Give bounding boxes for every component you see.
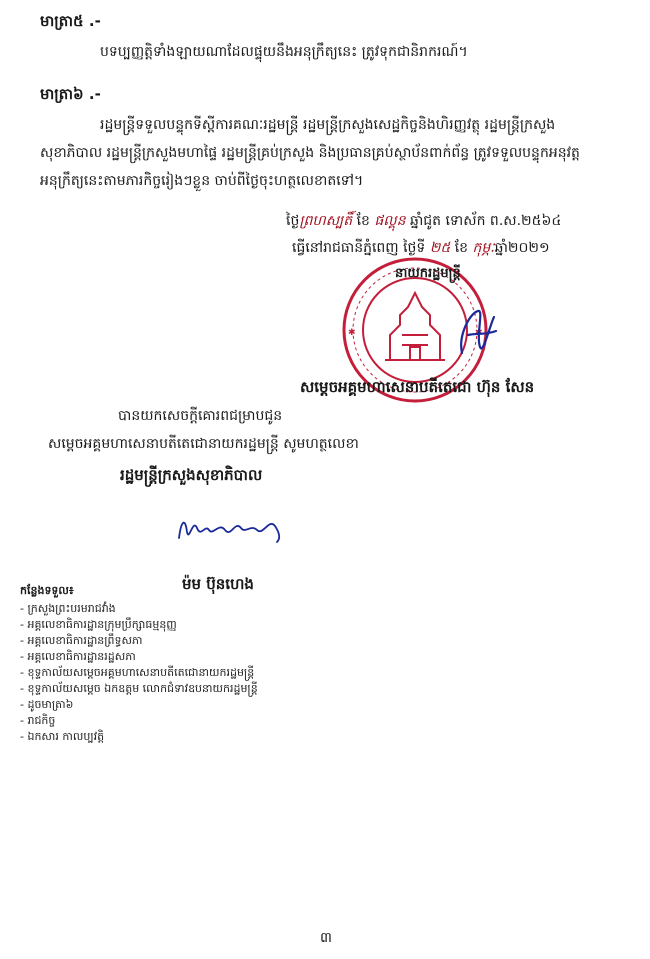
lunar-date-line [286,211,561,232]
lunar-mid: ខែ [356,213,370,229]
article-6-title: មាត្រា៦ .- [40,85,101,103]
day-handwritten: ២៥ [429,240,451,256]
lunar-year: ឆ្នាំជូត ទោស័ក ព.ស.២៥៦៤ [409,213,562,229]
recipient-item: - ខុទ្ទកាល័យសម្តេច ឯកឧត្តម លោកជំទាវឧបនាយករដ្ឋមន្ត្រី [20,682,258,695]
month-handwritten: កុម្ភៈ [472,240,495,256]
angkor-temple-icon [385,293,445,360]
signatory-title: នាយករដ្ឋមន្ត្រី [395,266,461,281]
article-6-line-2: សុខាភិបាល រដ្ឋមន្ត្រីក្រសួងមហាផ្ទៃ រដ្ឋមន្ត្រីគ្រប់ក្រសួង និងប្រធានគ្រប់ស្ថាប័នពាក់ព័ន្ធ ត្រូវទទួលបន្ទុកអនុវត្ត [40,145,580,161]
year: ឆ្នាំ២០២១ [494,240,550,256]
presented-line-2: សម្តេចអគ្គមហាសេនាបតីតេជោនាយករដ្ឋមន្ត្រី សូមហត្ថលេខា [48,436,359,452]
recipients-list [20,601,258,745]
health-minister-signature [175,508,285,546]
article-5-title: មាត្រា៥ .- [40,12,101,30]
article-5-body: បទប្បញ្ញត្តិទាំងឡាយណាដែលផ្ទុយនឹងអនុក្រឹត្យនេះ ត្រូវទុកជានិរាករណ៍។ [100,44,468,60]
presented-line-1: បានយកសេចក្តីគោរពជម្រាបជូន [118,408,283,424]
recipient-item: - ដូចមាត្រា៦ [20,698,74,711]
lunar-month-handwritten: ផល្គុន [374,213,406,229]
month-prefix: ខែ [454,240,469,256]
lunar-prefix: ថ្ងៃ [286,213,300,229]
recipient-item: - ឯកសារ កាលប្បវត្តិ [20,730,105,743]
recipient-item: - ក្រសួងព្រះបរមរាជវាំង [20,602,116,615]
recipient-item: - អគ្គលេខាធិការដ្ឋានរដ្ឋសភា [20,650,136,663]
recipient-item: - អគ្គលេខាធិការដ្ឋានព្រឹទ្ធសភា [20,634,143,647]
recipient-item: - ខុទ្ទកាល័យសម្តេចអគ្គមហាសេនាបតីតេជោនាយករដ្ឋមន្ត្រី [20,666,255,679]
recipient-item: - អគ្គលេខាធិការដ្ឋានក្រុមប្រឹក្សាធម្មនុញ្ញ [20,618,177,631]
lunar-day-handwritten: ព្រហស្បតិ៍ [299,213,353,229]
seal-star-left: ✱ [348,328,356,338]
minister-name: ម៉ម ប៊ុនហេង [182,575,254,593]
prime-minister-signature [450,305,500,360]
recipient-item: - រាជកិច្ច [20,714,56,727]
signatory-name: សម្តេចអគ្គមហាសេនាបតីតេជោ ហ៊ុន សែន [300,378,535,396]
place-prefix: ធ្វើនៅរាជធានីភ្នំពេញ ថ្ងៃទី [292,240,426,256]
page-number: ៣ [320,930,332,946]
seal-star-right: ✱ [475,328,483,338]
article-6-line-1: រដ្ឋមន្ត្រីទទួលបន្ទុកទីស្តីការគណៈរដ្ឋមន្ត្រី រដ្ឋមន្ត្រីក្រសួងសេដ្ឋកិច្ចនិងហិរញ្ញវត្ថុ រដ្ឋមន្ត្រីក្រសួង [100,117,556,133]
article-6-line-3: អនុក្រឹត្យនេះតាមភារកិច្ចរៀងៗខ្លួន ចាប់ពីថ្ងៃចុះហត្ថលេខាតទៅ។ [40,173,364,189]
minister-title: រដ្ឋមន្ត្រីក្រសួងសុខាភិបាល [120,466,263,484]
recipients-heading: កន្លែងទទួល៖ [20,584,74,597]
